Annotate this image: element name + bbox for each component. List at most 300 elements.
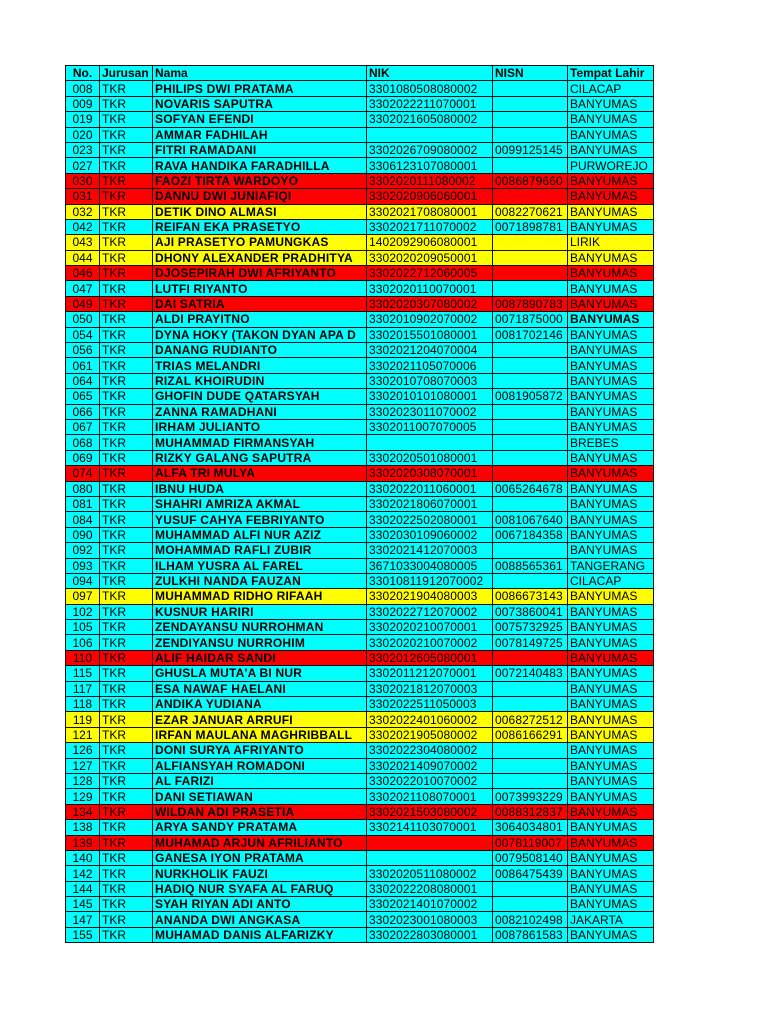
cell-nik[interactable]: 3302020110070001 (367, 281, 493, 296)
cell-nik[interactable]: 3302020511080002 (367, 866, 493, 881)
cell-jurusan[interactable]: TKR (100, 435, 153, 450)
cell-nama[interactable]: MOHAMMAD RAFLI ZUBIR (153, 543, 367, 558)
cell-nama[interactable]: DHONY ALEXANDER PRADHITYA (153, 250, 367, 265)
cell-jurusan[interactable]: TKR (100, 666, 153, 681)
cell-no[interactable]: 081 (66, 496, 100, 511)
cell-jurusan[interactable]: TKR (100, 127, 153, 142)
cell-nama[interactable]: MUHAMMAD RIDHO RIFAAH (153, 589, 367, 604)
cell-tempat-lahir[interactable]: BANYUMAS (568, 142, 654, 157)
cell-jurusan[interactable]: TKR (100, 589, 153, 604)
cell-nama[interactable]: RIZKY GALANG SAPUTRA (153, 450, 367, 465)
cell-nik[interactable]: 3302021204070004 (367, 343, 493, 358)
cell-nik[interactable]: 3302021711070002 (367, 219, 493, 234)
cell-nama[interactable]: DJOSEPIRAH DWI AFRIYANTO (153, 266, 367, 281)
cell-nisn[interactable] (493, 373, 568, 388)
cell-nik[interactable]: 3302021401070002 (367, 897, 493, 912)
cell-nik[interactable]: 3302020307080002 (367, 296, 493, 311)
cell-nama[interactable]: FITRI RAMADANI (153, 142, 367, 157)
cell-tempat-lahir[interactable]: BREBES (568, 435, 654, 450)
cell-jurusan[interactable]: TKR (100, 281, 153, 296)
cell-tempat-lahir[interactable]: BANYUMAS (568, 312, 654, 327)
cell-jurusan[interactable]: TKR (100, 481, 153, 496)
cell-no[interactable]: 023 (66, 142, 100, 157)
cell-nama[interactable]: ANDIKA YUDIANA (153, 697, 367, 712)
cell-no[interactable]: 050 (66, 312, 100, 327)
cell-no[interactable]: 049 (66, 296, 100, 311)
cell-tempat-lahir[interactable]: BANYUMAS (568, 727, 654, 742)
cell-nik[interactable] (367, 127, 493, 142)
cell-tempat-lahir[interactable]: BANYUMAS (568, 450, 654, 465)
cell-tempat-lahir[interactable]: TANGERANG (568, 558, 654, 573)
cell-jurusan[interactable]: TKR (100, 96, 153, 111)
cell-nisn[interactable] (493, 96, 568, 111)
cell-nisn[interactable]: 0071875000 (493, 312, 568, 327)
cell-no[interactable]: 097 (66, 589, 100, 604)
cell-nama[interactable]: ALFIANSYAH ROMADONI (153, 758, 367, 773)
cell-nama[interactable]: ESA NAWAF HAELANI (153, 681, 367, 696)
cell-nik[interactable]: 3302011007070005 (367, 419, 493, 434)
cell-nisn[interactable] (493, 189, 568, 204)
cell-jurusan[interactable]: TKR (100, 697, 153, 712)
cell-tempat-lahir[interactable]: BANYUMAS (568, 127, 654, 142)
cell-nisn[interactable]: 0088565361 (493, 558, 568, 573)
cell-jurusan[interactable]: TKR (100, 235, 153, 250)
cell-nik[interactable]: 3302020906060001 (367, 189, 493, 204)
cell-nik[interactable]: 3302021904080003 (367, 589, 493, 604)
cell-tempat-lahir[interactable]: BANYUMAS (568, 773, 654, 788)
cell-tempat-lahir[interactable]: PURWOREJO (568, 158, 654, 173)
cell-nama[interactable]: RIZAL KHOIRUDIN (153, 373, 367, 388)
cell-no[interactable]: 117 (66, 681, 100, 696)
cell-jurusan[interactable]: TKR (100, 389, 153, 404)
cell-nik[interactable]: 3302020210070002 (367, 635, 493, 650)
cell-nisn[interactable]: 0081702146 (493, 327, 568, 342)
cell-tempat-lahir[interactable]: BANYUMAS (568, 804, 654, 819)
cell-nama[interactable]: REIFAN EKA PRASETYO (153, 219, 367, 234)
cell-no[interactable]: 020 (66, 127, 100, 142)
cell-nisn[interactable] (493, 881, 568, 896)
cell-nik[interactable]: 3302021905080002 (367, 727, 493, 742)
cell-nisn[interactable]: 0068272512 (493, 712, 568, 727)
cell-nik[interactable]: 3302021105070006 (367, 358, 493, 373)
cell-nik[interactable]: 3302141103070001 (367, 820, 493, 835)
cell-jurusan[interactable]: TKR (100, 312, 153, 327)
cell-nisn[interactable] (493, 81, 568, 96)
cell-jurusan[interactable]: TKR (100, 635, 153, 650)
cell-nik[interactable]: 3302021708080001 (367, 204, 493, 219)
cell-nama[interactable]: IRHAM JULIANTO (153, 419, 367, 434)
cell-nisn[interactable] (493, 743, 568, 758)
cell-tempat-lahir[interactable]: BANYUMAS (568, 620, 654, 635)
cell-nik[interactable]: 3302020501080001 (367, 450, 493, 465)
cell-tempat-lahir[interactable]: BANYUMAS (568, 527, 654, 542)
cell-nik[interactable]: 3671033004080005 (367, 558, 493, 573)
cell-tempat-lahir[interactable]: BANYUMAS (568, 266, 654, 281)
cell-tempat-lahir[interactable]: BANYUMAS (568, 866, 654, 881)
cell-tempat-lahir[interactable]: BANYUMAS (568, 635, 654, 650)
cell-no[interactable]: 056 (66, 343, 100, 358)
cell-no[interactable]: 030 (66, 173, 100, 188)
cell-jurusan[interactable]: TKR (100, 558, 153, 573)
cell-nama[interactable]: EZAR JANUAR ARRUFI (153, 712, 367, 727)
cell-nik[interactable]: 3302022712070002 (367, 604, 493, 619)
cell-tempat-lahir[interactable]: BANYUMAS (568, 373, 654, 388)
cell-no[interactable]: 044 (66, 250, 100, 265)
cell-nama[interactable]: WILDAN ADI PRASETIA (153, 804, 367, 819)
cell-nama[interactable]: ZENDAYANSU NURROHMAN (153, 620, 367, 635)
cell-tempat-lahir[interactable]: BANYUMAS (568, 419, 654, 434)
cell-jurusan[interactable]: TKR (100, 512, 153, 527)
cell-tempat-lahir[interactable]: BANYUMAS (568, 496, 654, 511)
cell-nik[interactable]: 3302022211070001 (367, 96, 493, 111)
cell-nama[interactable]: RAVA HANDIKA FARADHILLA (153, 158, 367, 173)
cell-no[interactable]: 019 (66, 112, 100, 127)
header-nik[interactable]: NIK (367, 66, 493, 81)
cell-jurusan[interactable]: TKR (100, 543, 153, 558)
cell-tempat-lahir[interactable]: BANYUMAS (568, 543, 654, 558)
cell-nisn[interactable]: 0065264678 (493, 481, 568, 496)
header-nama[interactable]: Nama (153, 66, 367, 81)
cell-nama[interactable]: ZANNA RAMADHANI (153, 404, 367, 419)
cell-nama[interactable]: YUSUF CAHYA FEBRIYANTO (153, 512, 367, 527)
cell-no[interactable]: 145 (66, 897, 100, 912)
cell-nama[interactable]: NURKHOLIK FAUZI (153, 866, 367, 881)
cell-tempat-lahir[interactable]: BANYUMAS (568, 404, 654, 419)
cell-no[interactable]: 080 (66, 481, 100, 496)
cell-nama[interactable]: ALFA TRI MULYA (153, 466, 367, 481)
cell-nik[interactable] (367, 835, 493, 850)
cell-no[interactable]: 134 (66, 804, 100, 819)
cell-jurusan[interactable]: TKR (100, 404, 153, 419)
cell-tempat-lahir[interactable]: JAKARTA (568, 912, 654, 927)
cell-nisn[interactable] (493, 773, 568, 788)
cell-jurusan[interactable]: TKR (100, 527, 153, 542)
cell-nama[interactable]: MUHAMMAD ALFI NUR AZIZ (153, 527, 367, 542)
cell-nik[interactable]: 3301080508080002 (367, 81, 493, 96)
cell-tempat-lahir[interactable]: BANYUMAS (568, 743, 654, 758)
cell-nik[interactable]: 3302022010070002 (367, 773, 493, 788)
cell-nisn[interactable] (493, 266, 568, 281)
cell-nama[interactable]: IRFAN MAULANA MAGHRIBBALL (153, 727, 367, 742)
cell-nama[interactable]: DANANG RUDIANTO (153, 343, 367, 358)
cell-nik[interactable]: 3306123107080001 (367, 158, 493, 173)
cell-nisn[interactable]: 0099125145 (493, 142, 568, 157)
cell-nama[interactable]: SYAH RIYAN ADI ANTO (153, 897, 367, 912)
cell-nama[interactable]: MUHAMAD DANIS ALFARIZKY (153, 927, 367, 942)
cell-tempat-lahir[interactable]: BANYUMAS (568, 835, 654, 850)
cell-tempat-lahir[interactable]: BANYUMAS (568, 189, 654, 204)
cell-jurusan[interactable]: TKR (100, 296, 153, 311)
cell-nik[interactable]: 3302022401060002 (367, 712, 493, 727)
cell-nik[interactable]: 3302020209050001 (367, 250, 493, 265)
cell-jurusan[interactable]: TKR (100, 189, 153, 204)
cell-no[interactable]: 009 (66, 96, 100, 111)
cell-nama[interactable]: DANNU DWI JUNIAFIQI (153, 189, 367, 204)
cell-tempat-lahir[interactable]: BANYUMAS (568, 927, 654, 942)
cell-nisn[interactable]: 0081905872 (493, 389, 568, 404)
cell-nik[interactable]: 3302015501080001 (367, 327, 493, 342)
cell-no[interactable]: 061 (66, 358, 100, 373)
cell-nama[interactable]: ANANDA DWI ANGKASA (153, 912, 367, 927)
cell-nama[interactable]: NOVARIS SAPUTRA (153, 96, 367, 111)
cell-no[interactable]: 138 (66, 820, 100, 835)
cell-jurusan[interactable]: TKR (100, 604, 153, 619)
cell-jurusan[interactable]: TKR (100, 81, 153, 96)
cell-tempat-lahir[interactable]: BANYUMAS (568, 219, 654, 234)
cell-nisn[interactable]: 0071898781 (493, 219, 568, 234)
cell-no[interactable]: 032 (66, 204, 100, 219)
cell-nik[interactable]: 3302010902070002 (367, 312, 493, 327)
cell-nama[interactable]: SHAHRI AMRIZA AKMAL (153, 496, 367, 511)
cell-nik[interactable]: 3302021503080002 (367, 804, 493, 819)
cell-tempat-lahir[interactable]: BANYUMAS (568, 820, 654, 835)
cell-no[interactable]: 129 (66, 789, 100, 804)
cell-jurusan[interactable]: TKR (100, 743, 153, 758)
cell-jurusan[interactable]: TKR (100, 450, 153, 465)
cell-no[interactable]: 068 (66, 435, 100, 450)
cell-nik[interactable]: 3302022803080001 (367, 927, 493, 942)
cell-nisn[interactable] (493, 450, 568, 465)
cell-nik[interactable]: 3302030109060002 (367, 527, 493, 542)
cell-nisn[interactable]: 3064034801 (493, 820, 568, 835)
cell-nama[interactable]: ILHAM YUSRA AL FAREL (153, 558, 367, 573)
cell-jurusan[interactable]: TKR (100, 358, 153, 373)
cell-nik[interactable]: 3302020111080002 (367, 173, 493, 188)
cell-jurusan[interactable]: TKR (100, 496, 153, 511)
cell-jurusan[interactable]: TKR (100, 850, 153, 865)
cell-jurusan[interactable]: TKR (100, 758, 153, 773)
cell-no[interactable]: 127 (66, 758, 100, 773)
cell-nik[interactable]: 3302021409070002 (367, 758, 493, 773)
cell-nisn[interactable]: 0087861583 (493, 927, 568, 942)
cell-nik[interactable]: 3302022304080002 (367, 743, 493, 758)
cell-nama[interactable]: PHILIPS DWI PRATAMA (153, 81, 367, 96)
cell-jurusan[interactable]: TKR (100, 835, 153, 850)
header-nisn[interactable]: NISN (493, 66, 568, 81)
cell-jurusan[interactable]: TKR (100, 142, 153, 157)
cell-nama[interactable]: KUSNUR HARIRI (153, 604, 367, 619)
cell-tempat-lahir[interactable]: BANYUMAS (568, 512, 654, 527)
cell-nik[interactable]: 3302023001080003 (367, 912, 493, 927)
cell-tempat-lahir[interactable]: BANYUMAS (568, 712, 654, 727)
cell-no[interactable]: 093 (66, 558, 100, 573)
cell-jurusan[interactable]: TKR (100, 466, 153, 481)
cell-nisn[interactable]: 0081067640 (493, 512, 568, 527)
cell-no[interactable]: 105 (66, 620, 100, 635)
cell-nisn[interactable] (493, 158, 568, 173)
cell-nisn[interactable] (493, 697, 568, 712)
cell-nisn[interactable]: 0072140483 (493, 666, 568, 681)
cell-no[interactable]: 094 (66, 573, 100, 588)
cell-no[interactable]: 067 (66, 419, 100, 434)
cell-nik[interactable]: 33010811912070002 (367, 573, 493, 588)
cell-no[interactable]: 128 (66, 773, 100, 788)
header-tempat-lahir[interactable]: Tempat Lahir (568, 66, 654, 81)
cell-jurusan[interactable]: TKR (100, 773, 153, 788)
cell-tempat-lahir[interactable]: BANYUMAS (568, 604, 654, 619)
cell-no[interactable]: 147 (66, 912, 100, 927)
cell-jurusan[interactable]: TKR (100, 158, 153, 173)
cell-no[interactable]: 119 (66, 712, 100, 727)
cell-nama[interactable]: DANI SETIAWAN (153, 789, 367, 804)
cell-tempat-lahir[interactable]: BANYUMAS (568, 204, 654, 219)
cell-nisn[interactable]: 0086879660 (493, 173, 568, 188)
cell-jurusan[interactable]: TKR (100, 897, 153, 912)
cell-nisn[interactable]: 0086475439 (493, 866, 568, 881)
cell-no[interactable]: 084 (66, 512, 100, 527)
cell-no[interactable]: 046 (66, 266, 100, 281)
cell-nik[interactable]: 3302021412070003 (367, 543, 493, 558)
cell-no[interactable]: 008 (66, 81, 100, 96)
cell-jurusan[interactable]: TKR (100, 804, 153, 819)
cell-jurusan[interactable]: TKR (100, 881, 153, 896)
cell-nisn[interactable]: 0086166291 (493, 727, 568, 742)
cell-tempat-lahir[interactable]: BANYUMAS (568, 650, 654, 665)
cell-tempat-lahir[interactable]: BANYUMAS (568, 789, 654, 804)
cell-nisn[interactable] (493, 250, 568, 265)
cell-nik[interactable]: 3302021806070001 (367, 496, 493, 511)
cell-nama[interactable]: SOFYAN EFENDI (153, 112, 367, 127)
cell-no[interactable]: 042 (66, 219, 100, 234)
cell-no[interactable]: 155 (66, 927, 100, 942)
cell-no[interactable]: 106 (66, 635, 100, 650)
cell-nik[interactable]: 3302022511050003 (367, 697, 493, 712)
cell-nik[interactable] (367, 850, 493, 865)
cell-tempat-lahir[interactable]: CILACAP (568, 573, 654, 588)
cell-nisn[interactable] (493, 466, 568, 481)
cell-nisn[interactable]: 0079508140 (493, 850, 568, 865)
cell-jurusan[interactable]: TKR (100, 712, 153, 727)
cell-no[interactable]: 121 (66, 727, 100, 742)
cell-jurusan[interactable]: TKR (100, 912, 153, 927)
cell-tempat-lahir[interactable]: BANYUMAS (568, 281, 654, 296)
cell-tempat-lahir[interactable]: LIRIK (568, 235, 654, 250)
cell-jurusan[interactable]: TKR (100, 419, 153, 434)
cell-nama[interactable]: LUTFI RIYANTO (153, 281, 367, 296)
cell-nik[interactable]: 3302021108070001 (367, 789, 493, 804)
cell-nama[interactable]: IBNU HUDA (153, 481, 367, 496)
cell-nik[interactable]: 3302022712060005 (367, 266, 493, 281)
cell-tempat-lahir[interactable]: BANYUMAS (568, 897, 654, 912)
cell-nisn[interactable] (493, 496, 568, 511)
cell-nisn[interactable] (493, 897, 568, 912)
cell-nik[interactable]: 3302022011060001 (367, 481, 493, 496)
cell-jurusan[interactable]: TKR (100, 866, 153, 881)
cell-nik[interactable]: 3302012605080001 (367, 650, 493, 665)
cell-nisn[interactable]: 0088312837 (493, 804, 568, 819)
cell-no[interactable]: 102 (66, 604, 100, 619)
cell-nisn[interactable]: 0073860041 (493, 604, 568, 619)
cell-no[interactable]: 066 (66, 404, 100, 419)
cell-nik[interactable]: 3302022502080001 (367, 512, 493, 527)
cell-nisn[interactable] (493, 435, 568, 450)
cell-jurusan[interactable]: TKR (100, 204, 153, 219)
cell-tempat-lahir[interactable]: BANYUMAS (568, 250, 654, 265)
cell-no[interactable]: 139 (66, 835, 100, 850)
cell-nama[interactable]: DAI SATRIA (153, 296, 367, 311)
cell-no[interactable]: 074 (66, 466, 100, 481)
cell-nama[interactable]: GHOFIN DUDE QATARSYAH (153, 389, 367, 404)
cell-nisn[interactable] (493, 650, 568, 665)
cell-no[interactable]: 054 (66, 327, 100, 342)
cell-nik[interactable] (367, 435, 493, 450)
cell-nisn[interactable] (493, 419, 568, 434)
cell-tempat-lahir[interactable]: BANYUMAS (568, 327, 654, 342)
cell-nama[interactable]: AMMAR FADHILAH (153, 127, 367, 142)
cell-tempat-lahir[interactable]: BANYUMAS (568, 466, 654, 481)
cell-nik[interactable]: 1402092906080001 (367, 235, 493, 250)
cell-nisn[interactable] (493, 758, 568, 773)
cell-no[interactable]: 090 (66, 527, 100, 542)
cell-tempat-lahir[interactable]: BANYUMAS (568, 850, 654, 865)
cell-nama[interactable]: ZENDIYANSU NURROHIM (153, 635, 367, 650)
cell-no[interactable]: 043 (66, 235, 100, 250)
cell-nisn[interactable]: 0087890783 (493, 296, 568, 311)
cell-no[interactable]: 144 (66, 881, 100, 896)
cell-nama[interactable]: ARYA SANDY PRATAMA (153, 820, 367, 835)
cell-tempat-lahir[interactable]: BANYUMAS (568, 96, 654, 111)
cell-jurusan[interactable]: TKR (100, 266, 153, 281)
cell-no[interactable]: 069 (66, 450, 100, 465)
cell-tempat-lahir[interactable]: BANYUMAS (568, 358, 654, 373)
cell-tempat-lahir[interactable]: BANYUMAS (568, 173, 654, 188)
cell-nisn[interactable] (493, 404, 568, 419)
cell-no[interactable]: 126 (66, 743, 100, 758)
cell-tempat-lahir[interactable]: BANYUMAS (568, 881, 654, 896)
cell-jurusan[interactable]: TKR (100, 727, 153, 742)
cell-jurusan[interactable]: TKR (100, 681, 153, 696)
header-no[interactable]: No. (66, 66, 100, 81)
cell-no[interactable]: 092 (66, 543, 100, 558)
cell-jurusan[interactable]: TKR (100, 789, 153, 804)
cell-nik[interactable]: 3302021605080002 (367, 112, 493, 127)
cell-jurusan[interactable]: TKR (100, 573, 153, 588)
cell-no[interactable]: 031 (66, 189, 100, 204)
cell-jurusan[interactable]: TKR (100, 650, 153, 665)
cell-no[interactable]: 140 (66, 850, 100, 865)
cell-tempat-lahir[interactable]: BANYUMAS (568, 589, 654, 604)
cell-nisn[interactable]: 0075732925 (493, 620, 568, 635)
cell-tempat-lahir[interactable]: BANYUMAS (568, 112, 654, 127)
cell-nik[interactable]: 3302011212070001 (367, 666, 493, 681)
cell-jurusan[interactable]: TKR (100, 373, 153, 388)
cell-tempat-lahir[interactable]: BANYUMAS (568, 296, 654, 311)
cell-nisn[interactable]: 0082270621 (493, 204, 568, 219)
cell-nik[interactable]: 3302020308070001 (367, 466, 493, 481)
cell-nisn[interactable]: 0067184358 (493, 527, 568, 542)
cell-no[interactable]: 065 (66, 389, 100, 404)
cell-no[interactable]: 142 (66, 866, 100, 881)
cell-nama[interactable]: AL FARIZI (153, 773, 367, 788)
cell-nisn[interactable] (493, 681, 568, 696)
cell-nisn[interactable]: 0078119007 (493, 835, 568, 850)
cell-nisn[interactable] (493, 235, 568, 250)
cell-jurusan[interactable]: TKR (100, 219, 153, 234)
cell-nisn[interactable]: 0086673143 (493, 589, 568, 604)
cell-nama[interactable]: AJI PRASETYO PAMUNGKAS (153, 235, 367, 250)
cell-jurusan[interactable]: TKR (100, 112, 153, 127)
cell-nisn[interactable] (493, 281, 568, 296)
cell-nik[interactable]: 3302023011070002 (367, 404, 493, 419)
cell-nama[interactable]: ZULKHI NANDA FAUZAN (153, 573, 367, 588)
cell-nik[interactable]: 3302026709080002 (367, 142, 493, 157)
header-jurusan[interactable]: Jurusan (100, 66, 153, 81)
cell-jurusan[interactable]: TKR (100, 173, 153, 188)
cell-nama[interactable]: GHUSLA MUTA'A BI NUR (153, 666, 367, 681)
cell-nisn[interactable]: 0078149725 (493, 635, 568, 650)
cell-nama[interactable]: DONI SURYA AFRIYANTO (153, 743, 367, 758)
cell-tempat-lahir[interactable]: BANYUMAS (568, 343, 654, 358)
